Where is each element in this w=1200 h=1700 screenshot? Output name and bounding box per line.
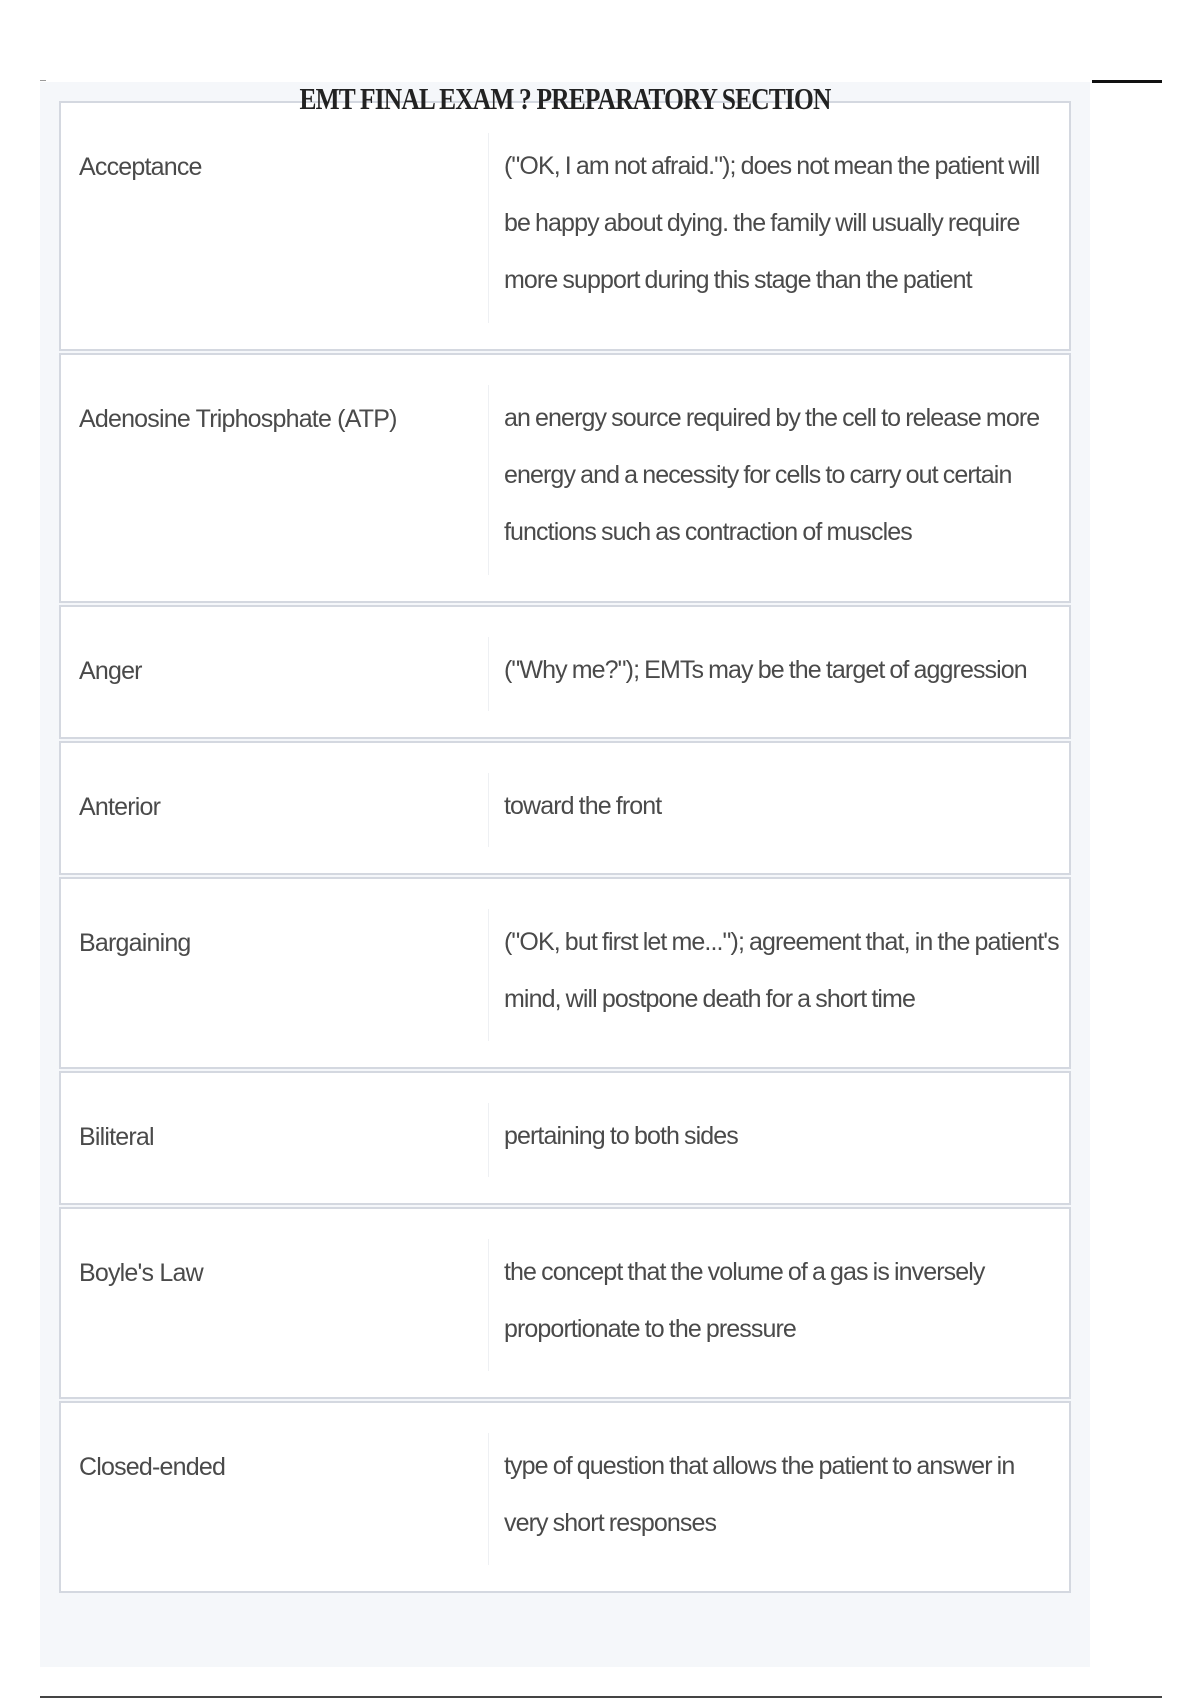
flashcard-row	[59, 1071, 1071, 1205]
card-definition: an energy source required by the cell to release more energy and a necessity for cells to carry out certain functions such as contraction of muscles	[504, 404, 1040, 546]
card-term: Acceptance	[79, 153, 202, 181]
top-left-rule	[40, 80, 46, 81]
card-term: Anger	[79, 657, 142, 685]
card-definition: ("Why me?"); EMTs may be the target of aggression	[504, 656, 1027, 684]
flashcard-row	[59, 353, 1071, 603]
card-divider	[488, 773, 489, 847]
card-divider	[488, 385, 489, 575]
flashcard-row	[59, 1207, 1071, 1399]
bottom-rule	[40, 1696, 1162, 1698]
card-definition: ("OK, I am not afraid."); does not mean the patient will be happy about dying. the family will usually require more support during this stage than the patient	[504, 152, 1040, 294]
card-definition: ("OK, but first let me..."); agreement that, in the patient's mind, will postpone death for a short time	[504, 928, 1059, 1013]
flashcard-row	[59, 1401, 1071, 1593]
card-term: Anterior	[79, 793, 161, 821]
card-definition: the concept that the volume of a gas is inversely proportionate to the pressure	[504, 1258, 985, 1343]
page-title: EMT FINAL EXAM ? PREPARATORY SECTION	[299, 80, 831, 116]
card-divider	[488, 133, 489, 323]
card-definition: type of question that allows the patient to answer in very short responses	[504, 1452, 1015, 1537]
card-divider	[488, 637, 489, 711]
card-divider	[488, 1103, 489, 1177]
card-term: Biliteral	[79, 1123, 154, 1151]
card-divider	[488, 1239, 489, 1371]
card-divider	[488, 1433, 489, 1565]
flashcard-row	[59, 605, 1071, 739]
flashcard-row	[59, 101, 1071, 351]
card-definition: toward the front	[504, 792, 662, 820]
flashcard-row	[59, 877, 1071, 1069]
card-term: Boyle's Law	[79, 1259, 203, 1287]
card-list	[59, 101, 1071, 1595]
card-definition: pertaining to both sides	[504, 1122, 738, 1150]
card-term: Closed-ended	[79, 1453, 226, 1481]
card-divider	[488, 909, 489, 1041]
top-right-rule	[1092, 80, 1162, 83]
card-term: Adenosine Triphosphate (ATP)	[79, 405, 397, 433]
flashcard-row	[59, 741, 1071, 875]
card-term: Bargaining	[79, 929, 191, 957]
